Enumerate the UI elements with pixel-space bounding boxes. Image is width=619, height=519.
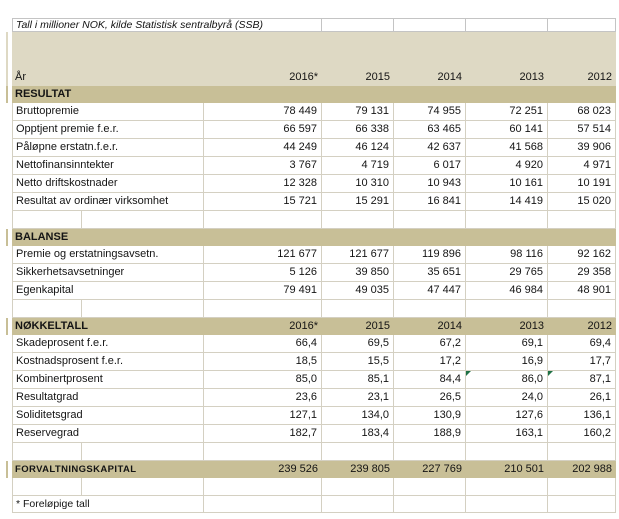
error-indicator-icon [466,371,471,376]
value-cell[interactable]: 16,9 [466,353,548,371]
value-cell[interactable]: 134,0 [322,407,394,425]
empty-cell[interactable] [394,229,466,246]
value-cell[interactable]: 98 116 [466,246,548,264]
empty-cell[interactable] [466,229,548,246]
value-cell[interactable]: 46 984 [466,282,548,300]
value-cell[interactable]: 85,1 [322,371,394,389]
empty-cell[interactable] [12,211,82,229]
value-cell[interactable]: 227 769 [422,463,462,475]
value-cell[interactable]: 10 310 [322,175,394,193]
value-cell[interactable]: 18,5 [204,353,322,371]
row-sikkerhetsavsetninger [12,264,616,282]
empty-cell[interactable] [548,443,616,461]
value-cell[interactable]: 79 131 [322,103,394,121]
value-cell[interactable]: 10 161 [466,175,548,193]
value-cell[interactable]: 69,1 [466,335,548,353]
row-label[interactable]: Skadeprosent f.e.r. [12,335,204,353]
value-cell[interactable]: 3 767 [204,157,322,175]
value-cell[interactable]: 239 526 [278,463,318,475]
value-cell[interactable]: 2014 [437,320,462,332]
value-cell[interactable]: 182,7 [204,425,322,443]
row-kombinertprosent [12,371,616,389]
empty-cell[interactable] [394,478,466,496]
row-netto-driftskostnader [12,175,616,193]
section-resultat [12,86,616,103]
value-cell[interactable]: 210 501 [504,463,544,475]
row-label[interactable]: Opptjent premie f.e.r. [12,121,204,139]
value-cell[interactable]: 23,1 [322,389,394,407]
value-cell[interactable]: 48 901 [548,282,616,300]
row-label[interactable]: BALANSE [15,231,69,243]
value-cell[interactable]: 4 920 [466,157,548,175]
empty-cell[interactable] [394,86,466,103]
row-label[interactable]: Bruttopremie [12,103,204,121]
value-cell[interactable]: 84,4 [394,371,466,389]
value-cell[interactable]: 39 906 [548,139,616,157]
value-cell[interactable]: 127,1 [204,407,322,425]
empty-cell[interactable] [466,496,548,513]
empty-cell[interactable] [466,86,548,103]
row-premie-erstatningsavsetn [12,246,616,264]
empty-cell[interactable] [466,478,548,496]
value-cell[interactable]: 26,5 [394,389,466,407]
value-cell[interactable]: 2015 [365,320,390,332]
footnote-row [12,496,616,513]
value-cell[interactable]: 5 126 [204,264,322,282]
empty-cell[interactable] [322,496,394,513]
row-egenkapital [12,282,616,300]
row-opptjent-premie [12,121,616,139]
value-cell[interactable]: 41 568 [466,139,548,157]
value-cell[interactable]: 2016* [289,320,318,332]
empty-cell[interactable] [322,18,394,32]
value-cell[interactable]: 35 651 [394,264,466,282]
empty-cell[interactable] [466,300,548,318]
value-cell[interactable]: 63 465 [394,121,466,139]
row-resultatgrad [12,389,616,407]
empty-cell[interactable] [394,496,466,513]
value-cell[interactable]: 2016* [289,71,318,83]
empty-cell[interactable] [548,86,616,103]
empty-cell[interactable] [322,86,394,103]
row-label[interactable]: RESULTAT [15,88,72,100]
empty-cell[interactable] [204,211,322,229]
empty-cell[interactable] [548,18,616,32]
footnote-label[interactable]: * Foreløpige tall [12,496,204,513]
value-cell[interactable]: 202 988 [572,463,612,475]
value-cell[interactable]: 127,6 [466,407,548,425]
spacer-row [12,300,616,318]
row-label[interactable]: Resultat av ordinær virksomhet [12,193,204,211]
value-cell[interactable]: 6 017 [394,157,466,175]
value-cell[interactable]: 15,5 [322,353,394,371]
value-cell[interactable]: 78 449 [204,103,322,121]
value-cell[interactable]: 163,1 [466,425,548,443]
section-nokkeltall [12,318,616,335]
value-cell[interactable]: 119 896 [394,246,466,264]
value-cell[interactable]: 60 141 [466,121,548,139]
row-label[interactable]: Premie og erstatningsavsetn. [12,246,204,264]
value-cell[interactable]: 15 020 [548,193,616,211]
value-cell[interactable]: 67,2 [394,335,466,353]
empty-cell[interactable] [394,211,466,229]
value-cell[interactable]: 15 721 [204,193,322,211]
header-spacer [12,32,616,68]
empty-cell[interactable] [548,496,616,513]
value-cell[interactable]: 2014 [437,71,462,83]
value-cell[interactable]: 2012 [587,320,612,332]
spacer-row [12,211,616,229]
row-label[interactable]: Sikkerhetsavsetninger [12,264,204,282]
value-cell[interactable]: 26,1 [548,389,616,407]
empty-cell[interactable] [204,86,322,103]
row-resultat-ordinaer [12,193,616,211]
row-nettofinansinntekter [12,157,616,175]
value-cell[interactable]: 66 338 [322,121,394,139]
empty-cell[interactable] [548,478,616,496]
error-indicator-icon [548,371,553,376]
row-label[interactable]: Resultatgrad [12,389,204,407]
empty-cell[interactable] [12,32,616,68]
row-label[interactable]: Egenkapital [12,282,204,300]
empty-cell[interactable] [322,211,394,229]
value-cell[interactable]: 2013 [519,71,544,83]
section-balanse [12,229,616,246]
value-cell[interactable]: 49 035 [322,282,394,300]
empty-cell[interactable] [548,229,616,246]
row-forvaltningskapital [12,461,616,478]
row-label[interactable]: År [15,71,26,83]
value-cell[interactable]: 92 162 [548,246,616,264]
empty-cell[interactable] [82,443,204,461]
empty-cell[interactable] [322,229,394,246]
row-label[interactable]: Soliditetsgrad [12,407,204,425]
value-cell[interactable]: 4 719 [322,157,394,175]
value-cell[interactable]: 69,4 [548,335,616,353]
sheet-title-cell[interactable]: Tall i millioner NOK, kilde Statistisk sentralbyrå (SSB) [12,18,322,32]
value-cell[interactable]: 42 637 [394,139,466,157]
empty-cell[interactable] [204,496,322,513]
row-label[interactable]: Reservegrad [12,425,204,443]
value-cell[interactable]: 86,0 [466,371,548,389]
value-cell[interactable]: 17,2 [394,353,466,371]
empty-cell[interactable] [322,478,394,496]
empty-cell[interactable] [394,443,466,461]
value-cell[interactable]: 2015 [365,71,390,83]
value-cell[interactable]: 10 191 [548,175,616,193]
value-cell[interactable]: 15 291 [322,193,394,211]
empty-cell[interactable] [466,18,548,32]
row-kostnadsprosent [12,353,616,371]
empty-cell[interactable] [394,300,466,318]
value-cell[interactable]: 188,9 [394,425,466,443]
value-cell[interactable]: 23,6 [204,389,322,407]
value-cell[interactable]: 39 850 [322,264,394,282]
empty-cell[interactable] [394,18,466,32]
value-cell[interactable]: 66 597 [204,121,322,139]
row-palopne-erstatn [12,139,616,157]
value-cell[interactable]: 69,5 [322,335,394,353]
row-reservegrad [12,425,616,443]
value-cell[interactable]: 121 677 [322,246,394,264]
value-cell[interactable]: 4 971 [548,157,616,175]
value-cell[interactable]: 160,2 [548,425,616,443]
value-cell[interactable]: 57 514 [548,121,616,139]
value-cell[interactable]: 47 447 [394,282,466,300]
value-cell[interactable]: 239 805 [350,463,390,475]
value-cell[interactable]: 74 955 [394,103,466,121]
spacer-row [12,478,616,496]
empty-cell[interactable] [322,443,394,461]
value-cell[interactable]: 17,7 [548,353,616,371]
empty-cell[interactable] [12,478,82,496]
row-label[interactable]: Netto driftskostnader [12,175,204,193]
empty-cell[interactable] [82,300,204,318]
row-soliditetsgrad [12,407,616,425]
spreadsheet [12,18,616,513]
value-cell[interactable]: 79 491 [204,282,322,300]
value-cell[interactable]: 85,0 [204,371,322,389]
value-cell[interactable]: 24,0 [466,389,548,407]
year-header-row [12,68,616,86]
value-cell[interactable]: 29 358 [548,264,616,282]
row-skadeprosent [12,335,616,353]
value-cell[interactable]: 14 419 [466,193,548,211]
value-cell[interactable]: 44 249 [204,139,322,157]
empty-cell[interactable] [12,300,82,318]
row-label[interactable]: Nettofinansinntekter [12,157,204,175]
empty-cell[interactable] [82,211,204,229]
empty-cell[interactable] [204,229,322,246]
row-label[interactable]: NØKKELTALL [15,320,88,332]
row-label[interactable]: FORVALTNINGSKAPITAL [15,464,137,475]
empty-cell[interactable] [204,443,322,461]
empty-cell[interactable] [548,211,616,229]
row-label[interactable]: Kombinertprosent [12,371,204,389]
empty-cell[interactable] [204,300,322,318]
value-cell[interactable]: 121 677 [204,246,322,264]
value-cell[interactable]: 130,9 [394,407,466,425]
empty-cell[interactable] [466,211,548,229]
value-cell[interactable]: 68 023 [548,103,616,121]
empty-cell[interactable] [548,300,616,318]
value-cell[interactable]: 16 841 [394,193,466,211]
row-label[interactable]: Påløpne erstatn.f.e.r. [12,139,204,157]
empty-cell[interactable] [466,443,548,461]
value-cell[interactable]: 2012 [587,71,612,83]
empty-cell[interactable] [82,478,204,496]
empty-cell[interactable] [204,478,322,496]
value-cell[interactable]: 183,4 [322,425,394,443]
value-cell[interactable]: 72 251 [466,103,548,121]
value-cell[interactable]: 46 124 [322,139,394,157]
empty-cell[interactable] [322,300,394,318]
row-label[interactable]: Kostnadsprosent f.e.r. [12,353,204,371]
value-cell[interactable]: 66,4 [204,335,322,353]
value-cell[interactable]: 12 328 [204,175,322,193]
empty-cell[interactable] [12,443,82,461]
value-cell[interactable]: 10 943 [394,175,466,193]
value-cell[interactable]: 136,1 [548,407,616,425]
value-cell[interactable]: 29 765 [466,264,548,282]
value-cell[interactable]: 87,1 [548,371,616,389]
spacer-row [12,443,616,461]
row-bruttopremie [12,103,616,121]
sheet-title [12,18,616,32]
value-cell[interactable]: 2013 [519,320,544,332]
